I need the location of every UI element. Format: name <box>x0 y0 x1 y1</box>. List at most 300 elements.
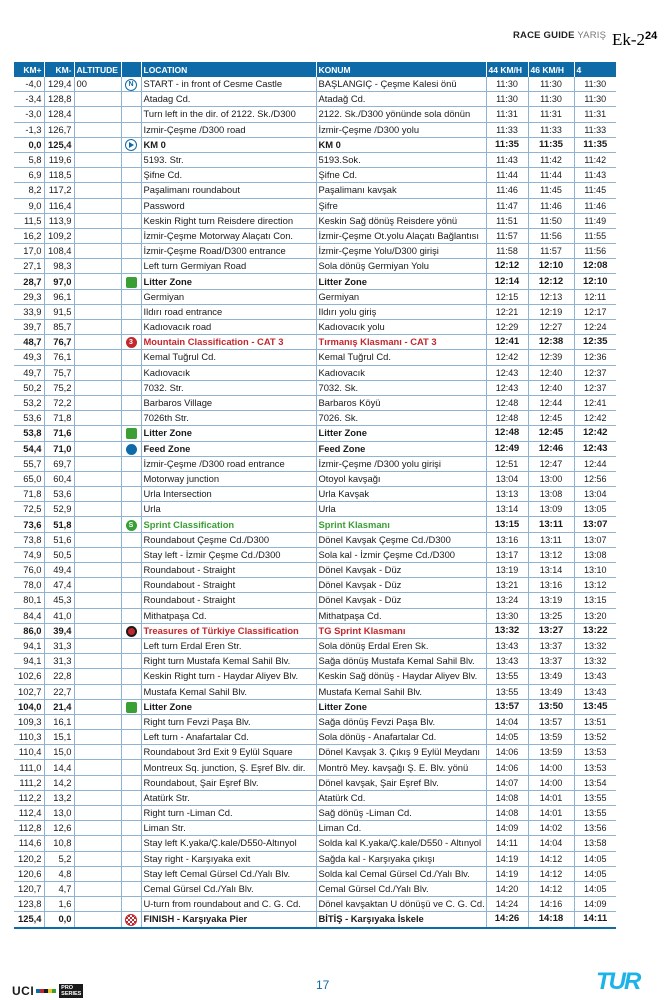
km-minus-cell: 5,2 <box>44 851 74 866</box>
time-48-cell: 12:10 <box>574 274 616 289</box>
table-row <box>14 714 616 729</box>
location-cell: 7032. Str. <box>141 380 316 395</box>
location-cell: U-turn from roundabout and C. G. Cd. <box>141 897 316 912</box>
table-row <box>14 77 616 92</box>
time-48-cell: 11:43 <box>574 168 616 183</box>
km-plus-cell: 48,7 <box>14 335 44 350</box>
time-46-cell: 12:27 <box>528 320 574 335</box>
km-minus-cell: 47,4 <box>44 578 74 593</box>
time-44-cell: 13:16 <box>486 532 528 547</box>
time-44-cell: 11:35 <box>486 137 528 152</box>
km-minus-cell: 96,1 <box>44 289 74 304</box>
time-48-cell: 11:45 <box>574 183 616 198</box>
table-row <box>14 107 616 122</box>
table-row <box>14 289 616 304</box>
altitude-cell <box>74 304 121 319</box>
time-46-cell: 13:57 <box>528 714 574 729</box>
time-44-cell: 12:51 <box>486 456 528 471</box>
table-row <box>14 806 616 821</box>
icon-cell <box>121 77 141 92</box>
time-48-cell: 12:35 <box>574 335 616 350</box>
time-46-cell: 14:04 <box>528 836 574 851</box>
time-48-cell: 11:35 <box>574 137 616 152</box>
time-48-cell: 12:43 <box>574 441 616 456</box>
konum-cell: Litter Zone <box>316 274 486 289</box>
time-46-cell: 11:50 <box>528 213 574 228</box>
konum-cell: Şifne Cd. <box>316 168 486 183</box>
location-cell: Urla <box>141 502 316 517</box>
time-44-cell: 11:43 <box>486 152 528 167</box>
km-plus-cell: 74,9 <box>14 547 44 562</box>
time-46-cell: 12:10 <box>528 259 574 274</box>
location-cell: 7026th Str. <box>141 411 316 426</box>
icon-cell <box>121 228 141 243</box>
table-row <box>14 517 616 532</box>
icon-cell <box>121 122 141 137</box>
location-cell: Izmir-Çeşme /D300 road <box>141 122 316 137</box>
icon-cell <box>121 380 141 395</box>
km-minus-cell: 16,1 <box>44 714 74 729</box>
km-plus-cell: 94,1 <box>14 638 44 653</box>
time-48-cell: 13:12 <box>574 578 616 593</box>
km-minus-cell: 128,4 <box>44 107 74 122</box>
location-cell: Turn left in the dir. of 2122. Sk./D300 <box>141 107 316 122</box>
altitude-cell <box>74 198 121 213</box>
pro-series-badge: PRO SERIES <box>61 985 82 997</box>
altitude-cell <box>74 152 121 167</box>
table-row <box>14 183 616 198</box>
time-46-cell: 11:44 <box>528 168 574 183</box>
konum-cell: Liman Cd. <box>316 821 486 836</box>
time-46-cell: 13:50 <box>528 699 574 714</box>
time-48-cell: 12:42 <box>574 426 616 441</box>
konum-cell: Sağ dönüş -Liman Cd. <box>316 806 486 821</box>
km-minus-cell: 1,6 <box>44 897 74 912</box>
time-44-cell: 13:04 <box>486 471 528 486</box>
km-plus-cell: 8,2 <box>14 183 44 198</box>
litter-zone-icon <box>126 702 137 713</box>
time-46-cell: 12:47 <box>528 456 574 471</box>
time-46-cell: 13:37 <box>528 638 574 653</box>
time-46-cell: 14:18 <box>528 912 574 928</box>
icon-cell <box>121 259 141 274</box>
time-48-cell: 13:45 <box>574 699 616 714</box>
km-plus-cell: 27,1 <box>14 259 44 274</box>
icon-cell <box>121 608 141 623</box>
time-44-cell: 11:46 <box>486 183 528 198</box>
km-minus-cell: 129,4 <box>44 77 74 92</box>
location-cell: Mountain Classification - CAT 3 <box>141 335 316 350</box>
time-44-cell: 12:43 <box>486 380 528 395</box>
uci-rings-icon <box>36 989 56 993</box>
km-minus-cell: 10,8 <box>44 836 74 851</box>
km-minus-cell: 76,7 <box>44 335 74 350</box>
km-plus-cell: 53,8 <box>14 426 44 441</box>
konum-cell: Atadağ Cd. <box>316 92 486 107</box>
time-44-cell: 11:31 <box>486 107 528 122</box>
location-cell: Mustafa Kemal Sahil Blv. <box>141 684 316 699</box>
time-48-cell: 14:05 <box>574 881 616 896</box>
table-row <box>14 168 616 183</box>
km-minus-cell: 39,4 <box>44 623 74 638</box>
location-cell: Litter Zone <box>141 426 316 441</box>
altitude-cell <box>74 851 121 866</box>
time-46-cell: 13:27 <box>528 623 574 638</box>
km-plus-cell: 76,0 <box>14 563 44 578</box>
table-row <box>14 836 616 851</box>
altitude-cell <box>74 806 121 821</box>
col-46kmh: 46 KM/H <box>528 62 574 77</box>
time-48-cell: 13:43 <box>574 684 616 699</box>
time-48-cell: 13:08 <box>574 547 616 562</box>
location-cell: Password <box>141 198 316 213</box>
time-44-cell: 12:49 <box>486 441 528 456</box>
location-cell: Atatürk Str. <box>141 790 316 805</box>
table-row <box>14 775 616 790</box>
table-row <box>14 259 616 274</box>
time-46-cell: 13:49 <box>528 669 574 684</box>
time-46-cell: 11:33 <box>528 122 574 137</box>
altitude-cell <box>74 456 121 471</box>
time-48-cell: 13:04 <box>574 487 616 502</box>
time-46-cell: 12:40 <box>528 365 574 380</box>
time-44-cell: 12:43 <box>486 365 528 380</box>
icon-cell <box>121 821 141 836</box>
location-cell: Urla Intersection <box>141 487 316 502</box>
time-46-cell: 11:56 <box>528 228 574 243</box>
km-plus-cell: 86,0 <box>14 623 44 638</box>
table-row <box>14 563 616 578</box>
icon-cell <box>121 365 141 380</box>
time-46-cell: 13:25 <box>528 608 574 623</box>
location-cell: Roundabout Çeşme Cd./D300 <box>141 532 316 547</box>
location-cell: Keskin Right turn Reisdere direction <box>141 213 316 228</box>
time-48-cell: 13:15 <box>574 593 616 608</box>
time-46-cell: 12:45 <box>528 411 574 426</box>
km-plus-cell: 65,0 <box>14 471 44 486</box>
route-table <box>14 62 617 929</box>
konum-cell: Keskin Sağ dönüş Reisdere yönü <box>316 213 486 228</box>
km-minus-cell: 41,0 <box>44 608 74 623</box>
feed-zone-icon <box>126 444 137 455</box>
table-row <box>14 471 616 486</box>
icon-cell <box>121 897 141 912</box>
table-row <box>14 897 616 912</box>
km-plus-cell: 102,6 <box>14 669 44 684</box>
uci-logo: UCI PRO SERIES <box>12 984 82 998</box>
time-44-cell: 12:42 <box>486 350 528 365</box>
konum-cell: Tırmanış Klasmanı - CAT 3 <box>316 335 486 350</box>
icon-cell <box>121 517 141 532</box>
konum-cell: Mustafa Kemal Sahil Blv. <box>316 684 486 699</box>
km-plus-cell: 29,3 <box>14 289 44 304</box>
time-44-cell: 13:24 <box>486 593 528 608</box>
location-cell: Right turn Mustafa Kemal Sahil Blv. <box>141 654 316 669</box>
altitude-cell <box>74 365 121 380</box>
time-48-cell: 13:52 <box>574 730 616 745</box>
km-plus-cell: 17,0 <box>14 244 44 259</box>
km-minus-cell: 49,4 <box>44 563 74 578</box>
km-minus-cell: 113,9 <box>44 213 74 228</box>
time-48-cell: 12:37 <box>574 380 616 395</box>
time-46-cell: 13:49 <box>528 684 574 699</box>
time-48-cell: 12:41 <box>574 395 616 410</box>
location-cell: Şifne Cd. <box>141 168 316 183</box>
time-48-cell: 13:55 <box>574 806 616 821</box>
altitude-cell <box>74 502 121 517</box>
icon-cell <box>121 426 141 441</box>
icon-cell <box>121 244 141 259</box>
table-row <box>14 380 616 395</box>
km-minus-cell: 71,0 <box>44 441 74 456</box>
location-cell: Kemal Tuğrul Cd. <box>141 350 316 365</box>
time-48-cell: 12:11 <box>574 289 616 304</box>
konum-cell: Dönel Kavşak - Düz <box>316 578 486 593</box>
time-46-cell: 12:44 <box>528 395 574 410</box>
table-row <box>14 198 616 213</box>
time-48-cell: 13:58 <box>574 836 616 851</box>
konum-cell: Litter Zone <box>316 426 486 441</box>
km-minus-cell: 4,8 <box>44 866 74 881</box>
table-row <box>14 137 616 152</box>
time-44-cell: 11:30 <box>486 92 528 107</box>
konum-cell: Sprint Klasmanı <box>316 517 486 532</box>
km-plus-cell: 28,7 <box>14 274 44 289</box>
icon-cell <box>121 137 141 152</box>
location-cell: Roundabout - Straight <box>141 593 316 608</box>
icon-cell <box>121 699 141 714</box>
location-cell: Roundabout 3rd Exit 9 Eylül Square <box>141 745 316 760</box>
konum-cell: TG Sprint Klasmanı <box>316 623 486 638</box>
time-44-cell: 12:21 <box>486 304 528 319</box>
altitude-cell <box>74 183 121 198</box>
icon-cell <box>121 213 141 228</box>
altitude-cell <box>74 730 121 745</box>
time-46-cell: 14:12 <box>528 866 574 881</box>
km-minus-cell: 52,9 <box>44 502 74 517</box>
col-km-minus: KM- <box>44 62 74 77</box>
time-44-cell: 14:05 <box>486 730 528 745</box>
location-cell: FINISH - Karşıyaka Pier <box>141 912 316 928</box>
km-plus-cell: 50,2 <box>14 380 44 395</box>
time-48-cell: 13:55 <box>574 790 616 805</box>
mountain-classification-icon: 3 <box>126 337 137 348</box>
time-46-cell: 12:19 <box>528 304 574 319</box>
table-row <box>14 395 616 410</box>
icon-cell <box>121 547 141 562</box>
table-row <box>14 669 616 684</box>
col-location: LOCATION <box>141 62 316 77</box>
km-minus-cell: 4,7 <box>44 881 74 896</box>
icon-cell <box>121 851 141 866</box>
location-cell: 5193. Str. <box>141 152 316 167</box>
time-48-cell: 12:24 <box>574 320 616 335</box>
altitude-cell <box>74 578 121 593</box>
table-row <box>14 411 616 426</box>
km-plus-cell: 5,8 <box>14 152 44 167</box>
time-46-cell: 14:00 <box>528 760 574 775</box>
icon-cell <box>121 912 141 928</box>
time-46-cell: 14:01 <box>528 790 574 805</box>
altitude-cell <box>74 380 121 395</box>
km-minus-cell: 53,6 <box>44 487 74 502</box>
altitude-cell <box>74 684 121 699</box>
km-plus-cell: 112,4 <box>14 806 44 821</box>
km-minus-cell: 116,4 <box>44 198 74 213</box>
time-46-cell: 13:08 <box>528 487 574 502</box>
icon-cell <box>121 304 141 319</box>
location-cell: Right turn Fevzi Paşa Blv. <box>141 714 316 729</box>
table-row <box>14 426 616 441</box>
time-46-cell: 13:14 <box>528 563 574 578</box>
time-46-cell: 12:12 <box>528 274 574 289</box>
location-cell: Stay left Cemal Gürsel Cd./Yalı Blv. <box>141 866 316 881</box>
km-plus-cell: 120,2 <box>14 851 44 866</box>
konum-cell: Sağa dönüş Mustafa Kemal Sahil Blv. <box>316 654 486 669</box>
altitude-cell <box>74 259 121 274</box>
time-46-cell: 13:09 <box>528 502 574 517</box>
km-plus-cell: 9,0 <box>14 198 44 213</box>
table-row <box>14 623 616 638</box>
location-cell: İzmir-Çeşme /D300 road entrance <box>141 456 316 471</box>
icon-cell <box>121 745 141 760</box>
race-guide-title: RACE GUIDE YARIŞ <box>513 30 607 41</box>
time-48-cell: 13:20 <box>574 608 616 623</box>
time-46-cell: 11:57 <box>528 244 574 259</box>
time-48-cell: 13:10 <box>574 563 616 578</box>
km-minus-cell: 128,8 <box>44 92 74 107</box>
time-48-cell: 14:09 <box>574 897 616 912</box>
konum-cell: Sola kal - İzmir Çeşme Cd./D300 <box>316 547 486 562</box>
table-row <box>14 350 616 365</box>
time-48-cell: 13:51 <box>574 714 616 729</box>
table-row <box>14 745 616 760</box>
altitude-cell <box>74 714 121 729</box>
location-cell: Feed Zone <box>141 441 316 456</box>
time-48-cell: 11:33 <box>574 122 616 137</box>
table-row <box>14 866 616 881</box>
time-46-cell: 14:12 <box>528 881 574 896</box>
table-row <box>14 152 616 167</box>
km-plus-cell: -4,0 <box>14 77 44 92</box>
icon-cell <box>121 487 141 502</box>
km-plus-cell: 6,9 <box>14 168 44 183</box>
time-46-cell: 11:42 <box>528 152 574 167</box>
icon-cell <box>121 866 141 881</box>
km-minus-cell: 51,6 <box>44 532 74 547</box>
time-44-cell: 14:07 <box>486 775 528 790</box>
konum-cell: Sola dönüş - Anafartalar Cd. <box>316 730 486 745</box>
km-plus-cell: 125,4 <box>14 912 44 928</box>
icon-cell <box>121 152 141 167</box>
altitude-cell <box>74 775 121 790</box>
time-46-cell: 13:16 <box>528 578 574 593</box>
konum-cell: Solda kal Cemal Gürsel Cd./Yalı Blv. <box>316 866 486 881</box>
annex-label: $Ek-2^{24}$ <box>612 30 658 49</box>
table-row <box>14 502 616 517</box>
time-44-cell: 14:19 <box>486 866 528 881</box>
km-minus-cell: 15,1 <box>44 730 74 745</box>
altitude-cell <box>74 168 121 183</box>
km-minus-cell: 75,7 <box>44 365 74 380</box>
icon-cell <box>121 669 141 684</box>
time-46-cell: 13:59 <box>528 745 574 760</box>
table-row <box>14 790 616 805</box>
icon-cell <box>121 532 141 547</box>
km-minus-cell: 14,4 <box>44 760 74 775</box>
icon-cell <box>121 395 141 410</box>
location-cell: Germiyan <box>141 289 316 304</box>
km-plus-cell: 110,3 <box>14 730 44 745</box>
konum-cell: Otoyol kavşağı <box>316 471 486 486</box>
km-minus-cell: 15,0 <box>44 745 74 760</box>
km-plus-cell: 112,2 <box>14 790 44 805</box>
altitude-cell <box>74 866 121 881</box>
time-48-cell: 14:05 <box>574 866 616 881</box>
table-row <box>14 335 616 350</box>
km-plus-cell: 111,0 <box>14 760 44 775</box>
tur-logo: TUR <box>596 968 640 995</box>
time-44-cell: 13:19 <box>486 563 528 578</box>
time-48-cell: 12:42 <box>574 411 616 426</box>
table-row <box>14 684 616 699</box>
km-plus-cell: -3,0 <box>14 107 44 122</box>
finish-flag-icon <box>125 914 137 926</box>
konum-cell: Keskin Sağ dönüş - Haydar Aliyev Blv. <box>316 669 486 684</box>
time-48-cell: 11:30 <box>574 77 616 92</box>
table-row <box>14 760 616 775</box>
time-44-cell: 12:15 <box>486 289 528 304</box>
time-48-cell: 12:17 <box>574 304 616 319</box>
time-48-cell: 12:56 <box>574 471 616 486</box>
location-cell: Motorway junction <box>141 471 316 486</box>
time-46-cell: 13:11 <box>528 532 574 547</box>
km-plus-cell: 54,4 <box>14 441 44 456</box>
km-plus-cell: 120,7 <box>14 881 44 896</box>
km-minus-cell: 0,0 <box>44 912 74 928</box>
altitude-cell <box>74 122 121 137</box>
altitude-cell <box>74 623 121 638</box>
table-row <box>14 456 616 471</box>
km-plus-cell: 73,6 <box>14 517 44 532</box>
location-cell: Mithatpaşa Cd. <box>141 608 316 623</box>
icon-cell <box>121 593 141 608</box>
time-46-cell: 14:12 <box>528 851 574 866</box>
time-48-cell: 13:07 <box>574 532 616 547</box>
table-row <box>14 487 616 502</box>
altitude-cell <box>74 699 121 714</box>
time-48-cell: 12:36 <box>574 350 616 365</box>
konum-cell: Sağa dönüş Fevzi Paşa Blv. <box>316 714 486 729</box>
time-44-cell: 12:48 <box>486 426 528 441</box>
konum-cell: Dönel kavşaktan U dönüşü ve C. G. Cd. <box>316 897 486 912</box>
altitude-cell <box>74 745 121 760</box>
location-cell: Left turn - Anafartalar Cd. <box>141 730 316 745</box>
km-minus-cell: 13,2 <box>44 790 74 805</box>
icon-cell <box>121 623 141 638</box>
km-plus-cell: 120,6 <box>14 866 44 881</box>
table-row <box>14 821 616 836</box>
km-plus-cell: 73,8 <box>14 532 44 547</box>
time-48-cell: 14:11 <box>574 912 616 928</box>
altitude-cell <box>74 107 121 122</box>
km-minus-cell: 22,8 <box>44 669 74 684</box>
location-cell: Roundabout - Straight <box>141 563 316 578</box>
km-minus-cell: 118,5 <box>44 168 74 183</box>
altitude-cell <box>74 912 121 928</box>
konum-cell: Urla <box>316 502 486 517</box>
konum-cell: Atatürk Cd. <box>316 790 486 805</box>
